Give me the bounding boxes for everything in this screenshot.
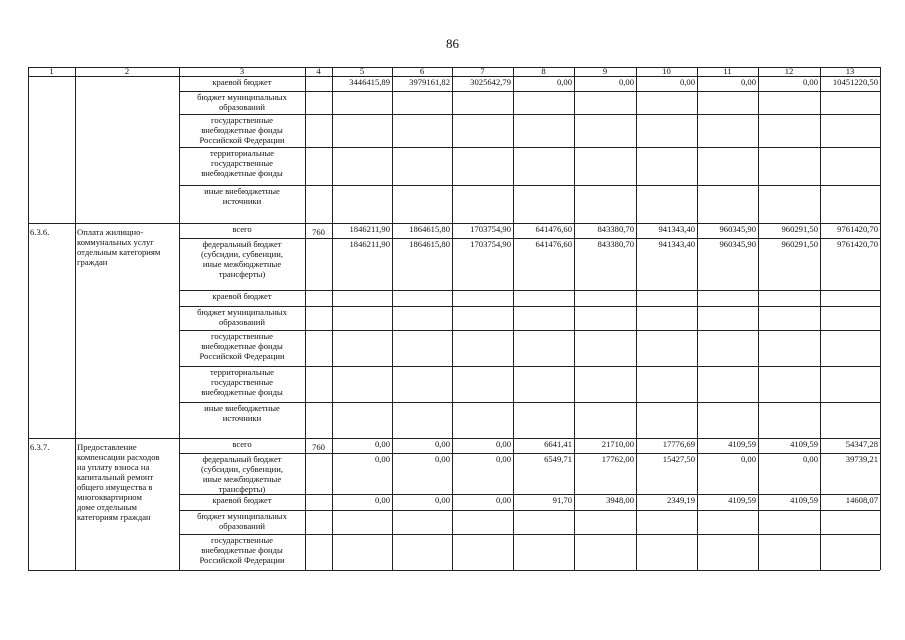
value-cell: 0,00 (556, 77, 572, 87)
column-header: 4 (316, 66, 321, 76)
value-cell: 1703754,90 (470, 239, 511, 249)
row-label: федеральный бюджет (субсидии, субвенции, иные межбюджетные трансферты) (200, 239, 284, 279)
row-label: государственные внебюджетные фонды Российской Федерации (199, 331, 285, 361)
column-header: 8 (541, 66, 546, 76)
column-header: 2 (124, 66, 130, 76)
column-rule (880, 67, 881, 570)
value-cell: 91,70 (552, 495, 572, 505)
value-cell: 10451220,50 (832, 77, 878, 87)
value-cell: 0,00 (740, 77, 756, 87)
row-label: краевой бюджет (212, 495, 272, 505)
value-cell: 17776,69 (662, 439, 695, 449)
value-cell: 9761420,70 (837, 239, 878, 249)
row-label: территориальные государственные внебюджетные фонды (201, 148, 283, 178)
row-label: территориальные государственные внебюджетные фонды (201, 367, 283, 397)
value-cell: 9761420,70 (837, 224, 878, 234)
value-cell: 4109,59 (790, 495, 818, 505)
value-cell: 641476,60 (535, 224, 572, 234)
value-cell: 941343,40 (658, 239, 695, 249)
value-cell: 843380,70 (597, 224, 634, 234)
row-label: федеральный бюджет (субсидии, субвенции, иные межбюджетные трансферты) (200, 454, 284, 494)
value-cell: 1703754,90 (470, 224, 511, 234)
row-label: иные внебюджетные источники (204, 403, 280, 423)
value-cell: 1864615,80 (409, 239, 450, 249)
value-cell: 0,00 (618, 77, 634, 87)
column-header: 11 (723, 66, 732, 76)
value-cell: 0,00 (434, 495, 450, 505)
item-name: Оплата жилищно- коммунальных услуг отдельным категориям граждан (77, 227, 161, 267)
value-cell: 3979161,82 (409, 77, 450, 87)
value-cell: 0,00 (740, 454, 756, 464)
row-label: краевой бюджет (212, 291, 272, 301)
value-cell: 0,00 (802, 454, 818, 464)
column-header: 12 (784, 66, 794, 76)
row-label: всего (232, 439, 252, 449)
value-cell: 941343,40 (658, 224, 695, 234)
value-cell: 6641,41 (544, 439, 572, 449)
value-cell: 0,00 (374, 495, 390, 505)
item-number: 6.3.6. (30, 227, 50, 237)
row-label: государственные внебюджетные фонды Российской Федерации (199, 535, 285, 565)
value-cell: 960291,50 (781, 239, 818, 249)
row-label: бюджет муниципальных образований (197, 92, 287, 112)
value-cell: 960345,90 (719, 239, 756, 249)
column-rule (75, 67, 76, 570)
item-code: 760 (312, 442, 325, 452)
value-cell: 0,00 (802, 77, 818, 87)
item-number: 6.3.7. (30, 442, 50, 452)
column-header: 10 (662, 66, 671, 76)
value-cell: 15427,50 (662, 454, 695, 464)
value-cell: 0,00 (374, 439, 390, 449)
row-label: бюджет муниципальных образований (197, 307, 287, 327)
value-cell: 641476,60 (535, 239, 572, 249)
column-header: 5 (359, 66, 365, 76)
row-label: иные внебюджетные источники (204, 186, 280, 206)
value-cell: 6549,71 (544, 454, 572, 464)
value-cell: 3948,00 (606, 495, 634, 505)
row-label: государственные внебюджетные фонды Российской Федерации (199, 115, 285, 145)
value-cell: 39739,21 (845, 454, 878, 464)
value-cell: 960291,50 (781, 224, 818, 234)
value-cell: 0,00 (434, 454, 450, 464)
value-cell: 17762,00 (601, 454, 634, 464)
value-cell: 54347,28 (845, 439, 878, 449)
value-cell: 2349,19 (667, 495, 695, 505)
value-cell: 4109,59 (728, 495, 756, 505)
value-cell: 0,00 (434, 439, 450, 449)
column-header: 3 (239, 66, 245, 76)
column-rule (28, 67, 29, 570)
value-cell: 0,00 (495, 454, 511, 464)
page-number: 86 (446, 36, 459, 51)
value-cell: 960345,90 (719, 224, 756, 234)
column-header: 6 (419, 66, 425, 76)
column-header: 13 (845, 66, 855, 76)
row-label: бюджет муниципальных образований (197, 511, 287, 531)
value-cell: 1846211,90 (349, 224, 390, 234)
value-cell: 0,00 (679, 77, 695, 87)
value-cell: 3025642,79 (470, 77, 511, 87)
column-header: 1 (49, 66, 54, 76)
value-cell: 0,00 (374, 454, 390, 464)
column-header: 7 (480, 66, 485, 76)
value-cell: 4109,59 (728, 439, 756, 449)
value-cell: 3446415,89 (349, 77, 390, 87)
column-header: 9 (602, 66, 608, 76)
item-code: 760 (312, 227, 325, 237)
row-label: краевой бюджет (212, 77, 272, 87)
value-cell: 0,00 (495, 439, 511, 449)
value-cell: 21710,00 (601, 439, 634, 449)
value-cell: 0,00 (495, 495, 511, 505)
value-cell: 1864615,80 (409, 224, 450, 234)
value-cell: 843380,70 (597, 239, 634, 249)
value-cell: 1846211,90 (349, 239, 390, 249)
value-cell: 14608,07 (845, 495, 878, 505)
row-label: всего (232, 224, 252, 234)
item-name: Предоставление компенсации расходов на уплату взноса на капитальный ремонт общего имущества в многоквартирном доме отдельным категориям граждан (77, 442, 160, 522)
table-bottom-rule (28, 570, 880, 571)
value-cell: 4109,59 (790, 439, 818, 449)
